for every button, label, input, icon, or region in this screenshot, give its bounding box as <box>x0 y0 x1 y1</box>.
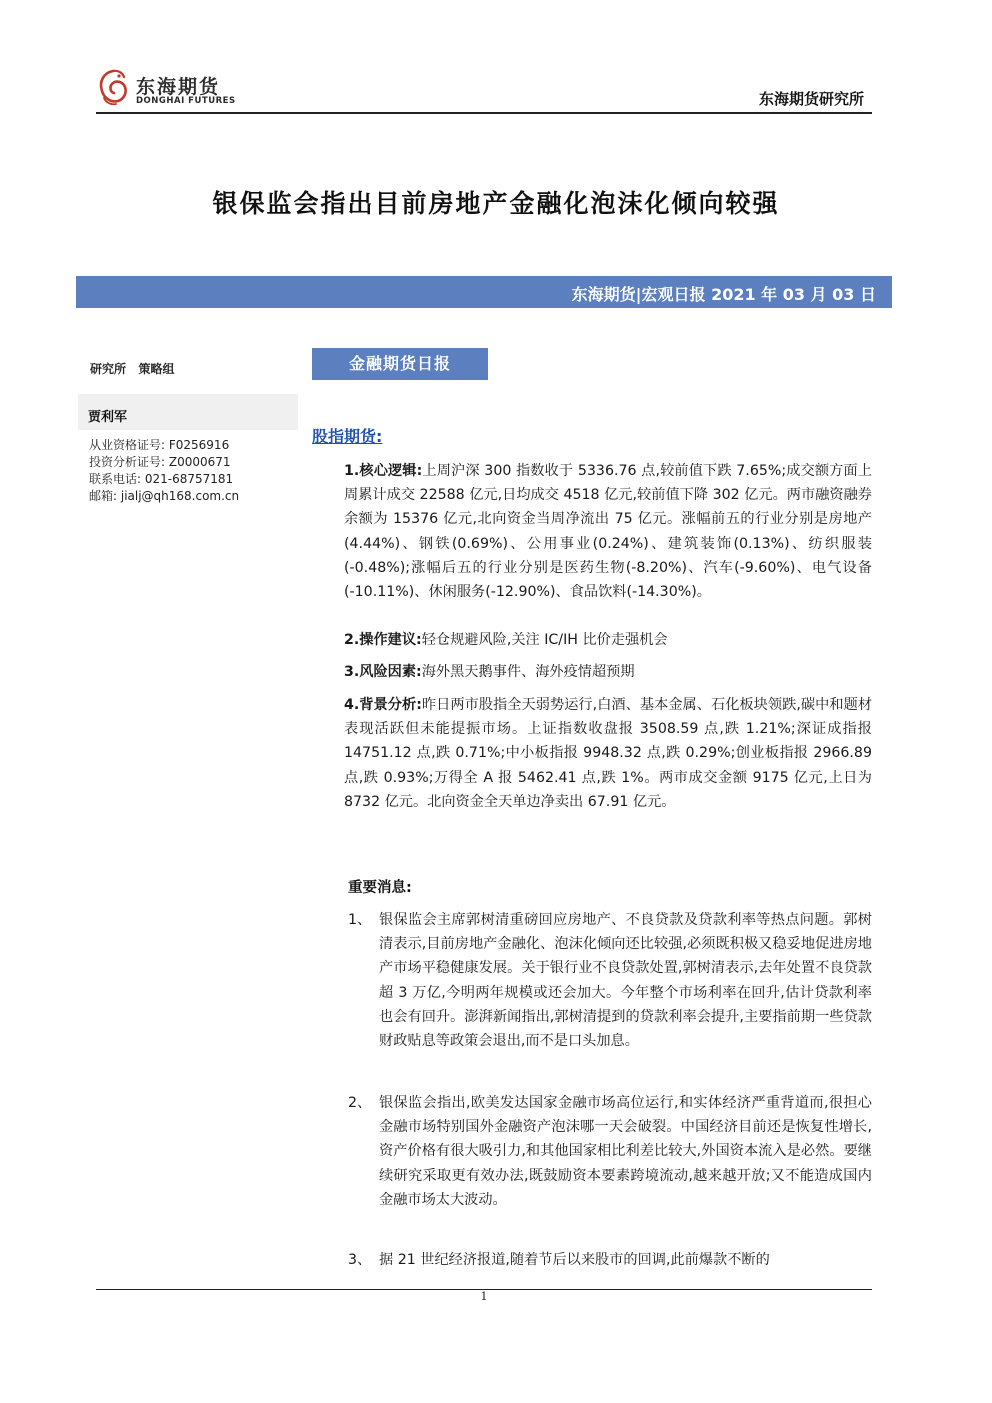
important-news-heading: 重要消息: <box>348 880 412 896</box>
news-item <box>348 908 872 1053</box>
core-logic-paragraph <box>344 459 872 604</box>
news-item <box>348 1248 872 1272</box>
background-analysis-paragraph <box>344 693 872 814</box>
dragon-logo-icon <box>96 68 130 106</box>
department-label: 研究所 策略组 <box>90 362 175 376</box>
news-number: 3、 <box>348 1252 372 1268</box>
stock-index-heading: 股指期货: <box>312 427 383 446</box>
news-text: 据 21 世纪经济报道,随着节后以来股市的回调,此前爆款不断的 <box>379 1252 770 1268</box>
header-divider <box>96 112 872 114</box>
news-text: 银保监会主席郭树清重磅回应房地产、不良贷款及贷款利率等热点问题。郭树清表示,目前房地产金融化、泡沫化倾向还比较强,必须既积极又稳妥地促进房地产市场平稳健康发展。关于银行业不良贷款处置,郭树清表示,去年处置不良贷款超 3 万亿,今明两年规模或还会加大。今年整个市场利率在回升,估计贷款利率也会有回升。澎湃新闻指出,郭树清提到的贷款利率会提升,主要指前期一些贷款财政贴息等政策会退出,而不是口头加息。 <box>379 912 872 1050</box>
institute-name: 东海期货研究所 <box>758 90 864 108</box>
logo-chinese-text: 东海期货 <box>136 76 221 98</box>
point-text: 轻仓规避风险,关注 IC/IH 比价走强机会 <box>421 632 668 648</box>
report-banner <box>76 276 892 308</box>
section-tag <box>312 348 488 380</box>
point-label: 4.背景分析: <box>344 697 422 713</box>
company-logo <box>96 66 236 112</box>
point-label: 3.风险因素: <box>344 664 422 680</box>
point-label: 1.核心逻辑: <box>344 463 423 479</box>
report-title: 银保监会指出目前房地产金融化泡沫化倾向较强 <box>212 189 780 218</box>
phone-number: 联系电话: 021-68757181 <box>89 472 234 486</box>
analyst-number: 投资分析证号: Z0000671 <box>89 455 231 469</box>
qualification-number: 从业资格证号: F0256916 <box>89 438 230 452</box>
point-text: 上周沪深 300 指数收于 5336.76 点,较前值下跌 7.65%;成交额方面上周累计成交 22588 亿元,日均成交 4518 亿元,较前值下降 302 亿元。两市融资融券余额为 15376 亿元,北向资金当周净流出 75 亿元。涨幅前五的行业分别是房地产(4.44%)、钢铁(0.69%)、公用事业(0.24%)、建筑装饰(0.13%)、纺织服装(-0.48%);涨幅后五的行业分别是医药生物(-8.20%)、汽车(-9.60%)、电气设备(-10.11%)、休闲服务(-12.90%)、食品饮料(-14.30%)。 <box>344 463 872 601</box>
point-text: 昨日两市股指全天弱势运行,白酒、基本金属、石化板块领跌,碳中和题材表现活跃但未能提振市场。上证指数收盘报 3508.59 点,跌 1.21%;深证成指报 14751.12 点,跌 0.71%;中小板指报 9948.32 点,跌 0.29%;创业板指报 2966.89 点,跌 0.93%;万得全 A 报 5462.41 点,跌 1%。两市成交金额 9175 亿元,上日为 8732 亿元。北向资金全天单边净卖出 67.91 亿元。 <box>344 697 873 810</box>
banner-text: 东海期货|宏观日报 2021 年 03 月 03 日 <box>571 285 876 304</box>
email-address: 邮箱: jialj@qh168.com.cn <box>89 489 240 503</box>
news-number: 1、 <box>348 912 372 928</box>
news-number: 2、 <box>348 1095 372 1111</box>
author-name: 贾利军 <box>88 410 128 425</box>
risk-factors-paragraph <box>344 660 872 684</box>
logo-english-text: DONGHAI FUTURES <box>136 96 236 106</box>
page-number: 1 <box>480 1290 488 1303</box>
operation-advice-paragraph <box>344 628 872 652</box>
section-tag-label: 金融期货日报 <box>348 354 451 373</box>
author-contacts <box>89 437 239 505</box>
point-label: 2.操作建议: <box>344 632 422 648</box>
point-text: 海外黑天鹅事件、海外疫情超预期 <box>421 664 635 680</box>
news-text: 银保监会指出,欧美发达国家金融市场高位运行,和实体经济严重背道而,很担心金融市场特别国外金融资产泡沫哪一天会破裂。中国经济目前还是恢复性增长,资产价格有很大吸引力,和其他国家相比利差比较大,外国资本流入是必然。要继续研究采取更有效办法,既鼓励资本要素跨境流动,越来越开放;又不能造成国内金融市场太大波动。 <box>379 1095 872 1208</box>
news-item <box>348 1091 872 1212</box>
author-box <box>78 394 298 430</box>
